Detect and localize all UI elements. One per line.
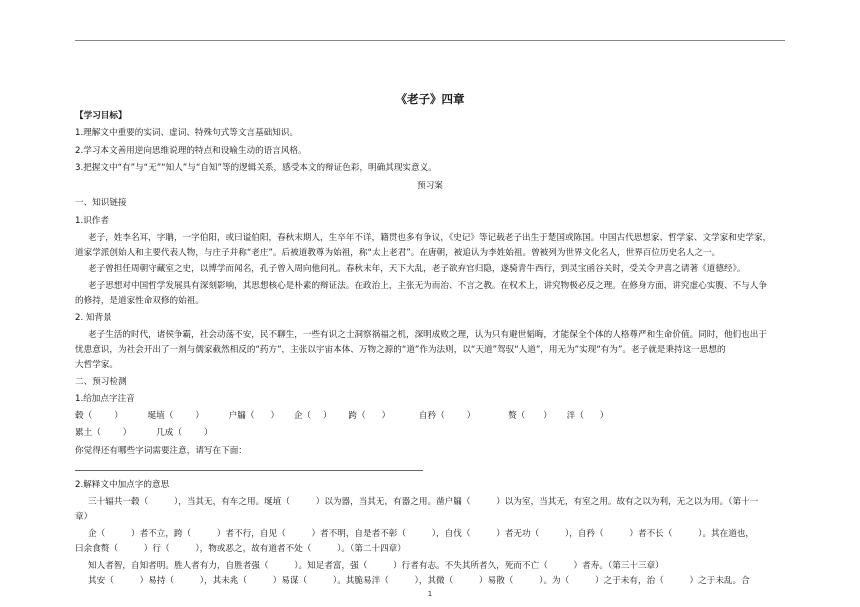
author-paragraph-2: 老子曾担任周朝守藏室之史，以博学而闻名，孔子曾入周向他问礼。春秋末年，天下大乱，老子欲弃官归隐，遂骑青牛西行，到灵宝函谷关时，受关令尹喜之请著《道德经》。 xyxy=(88,264,746,274)
phonetic-item: 跨（ xyxy=(348,411,366,421)
page-number: 1 xyxy=(427,590,433,598)
objective-item-1: 1.理解文中重要的实词、虚词、特殊句式等文言基础知识。 xyxy=(75,128,299,138)
background-heading: 2. 知背景 xyxy=(75,313,112,323)
phonetic-item: 自矜（ xyxy=(418,411,445,421)
phonetic-row-1: 毂（ ） 埏埴（ ） 户牖（ ） 企（ ） 跨（ ） 自矜（ ） 赘（ ） 泮（ ） xyxy=(75,411,609,421)
phonetic-item: 泮（ xyxy=(566,411,584,421)
objective-item-2: 2.学习本文善用逆向思维说理的特点和设喻生动的语言风格。 xyxy=(75,146,307,156)
author-paragraph-3-line-1: 老子思想对中国哲学发展具有深刻影响，其思想核心是朴素的辩证法。在政治上，主张无为而治、不言之教。在权术上，讲究物极必反之理。在修身方面，讲究虚心实腹、不与人争 xyxy=(88,281,767,291)
objectives-heading: 【学习目标】 xyxy=(75,111,127,121)
author-paragraph-1-line-1: 老子，姓李名耳，字聃，一字伯阳，或曰谥伯阳，春秋末期人，生卒年不详，籍贯也多有争议，《史记》等记载老子出生于楚国或陈国。中国古代思想家、哲学家、文学家和史学家， xyxy=(88,233,772,243)
author-heading: 1.识作者 xyxy=(75,216,109,226)
phonetic-item: 埏埴（ xyxy=(147,411,174,421)
phonetic-row-2: 累土（ ） 几成（ ） xyxy=(75,428,213,438)
meaning-3: 知人者智，自知者明。胜人者有力，自胜者强（ ）。知足者富，强（ ）行者有志。不失其所者久，死而不亡（ ）者寿。（第三十三章） xyxy=(88,561,664,571)
knowledge-heading: 一、知识链接 xyxy=(75,198,127,208)
phonetic-item: 赘（ xyxy=(508,411,526,421)
meaning-2-line-1: 企（ ）者不立，跨（ ）者不行，自见（ ）者不明，自是者不彰（ ），自伐（ ）者无功（ ），自矜（ ）者不长（ ）。其在道也， xyxy=(88,529,755,539)
note-prompt: 你觉得还有哪些字词需要注意，请写在下面： xyxy=(75,446,247,456)
author-paragraph-3-line-2: 的修持，是道家性命双修的始祖。 xyxy=(75,296,204,306)
header-rule xyxy=(75,40,785,41)
meaning-heading: 2.解释文中加点字的意思 xyxy=(75,480,170,490)
meaning-1-line-2: 章） xyxy=(75,512,93,522)
meaning-1-line-1: 三十辐共一毂（ ），当其无，有车之用。埏埴（ ）以为器，当其无，有器之用。凿户牖（ ）以为室，当其无，有室之用。故有之以为利，无之以为用。（第十一 xyxy=(88,497,759,507)
phonetic-item: 累土（ xyxy=(75,428,101,438)
page-title: 《老子》四章 xyxy=(395,92,465,106)
background-line-2: 忧患意识，为社会开出了一剂与儒家截然相反的“药方”，主张以宇宙本体、万物之源的“道”作为法则，以“天道”驾驭“人道”，用无为”实现“有为”。老子就是秉持这一思想的 xyxy=(75,345,726,355)
background-line-3: 大哲学家。 xyxy=(75,360,118,370)
phonetic-item: 企（ xyxy=(293,411,312,421)
meaning-4: 其安（ ）易持（ ），其未兆（ ）易谋（ ）。其脆易泮（ ），其微（ ）易散（ ）。为（ ）之于未有，治（ ）之于未乱。合 xyxy=(88,576,750,586)
phonetic-item: 户牖（ xyxy=(228,411,255,421)
preview-heading: 预习案 xyxy=(417,181,443,191)
phonetic-item: 毂（ xyxy=(75,411,93,421)
phonetic-item: 几成（ xyxy=(156,428,182,438)
note-answer-line[interactable] xyxy=(75,470,423,471)
phonetic-heading: 1.给加点字注音 xyxy=(75,394,135,404)
check-heading: 二、预习检测 xyxy=(75,377,127,387)
objective-item-3: 3.把握文中“有”与“无”“知人”与“自知”等的逻辑关系，感受本文的辩证色彩，明确其现实意义。 xyxy=(75,163,437,173)
meaning-2-line-2: 曰余食赘（ ）行（ ），物或恶之，故有道者不处（ ）。（第二十四章） xyxy=(75,544,406,554)
author-paragraph-1-line-2: 道家学派创始人和主要代表人物，与庄子并称“老庄”。后被道教尊为始祖，称“太上老君”。在唐朝，被追认为李姓始祖。曾被列为世界文化名人，世界百位历史名人之一。 xyxy=(75,248,721,258)
background-line-1: 老子生活的时代，诸侯争霸，社会动荡不安，民不聊生，一些有识之士洞察祸福之机，深明成败之理，认为只有避世韬晦，才能保全个体的人格尊严和生命价值。同时，他们也出于 xyxy=(88,330,767,340)
